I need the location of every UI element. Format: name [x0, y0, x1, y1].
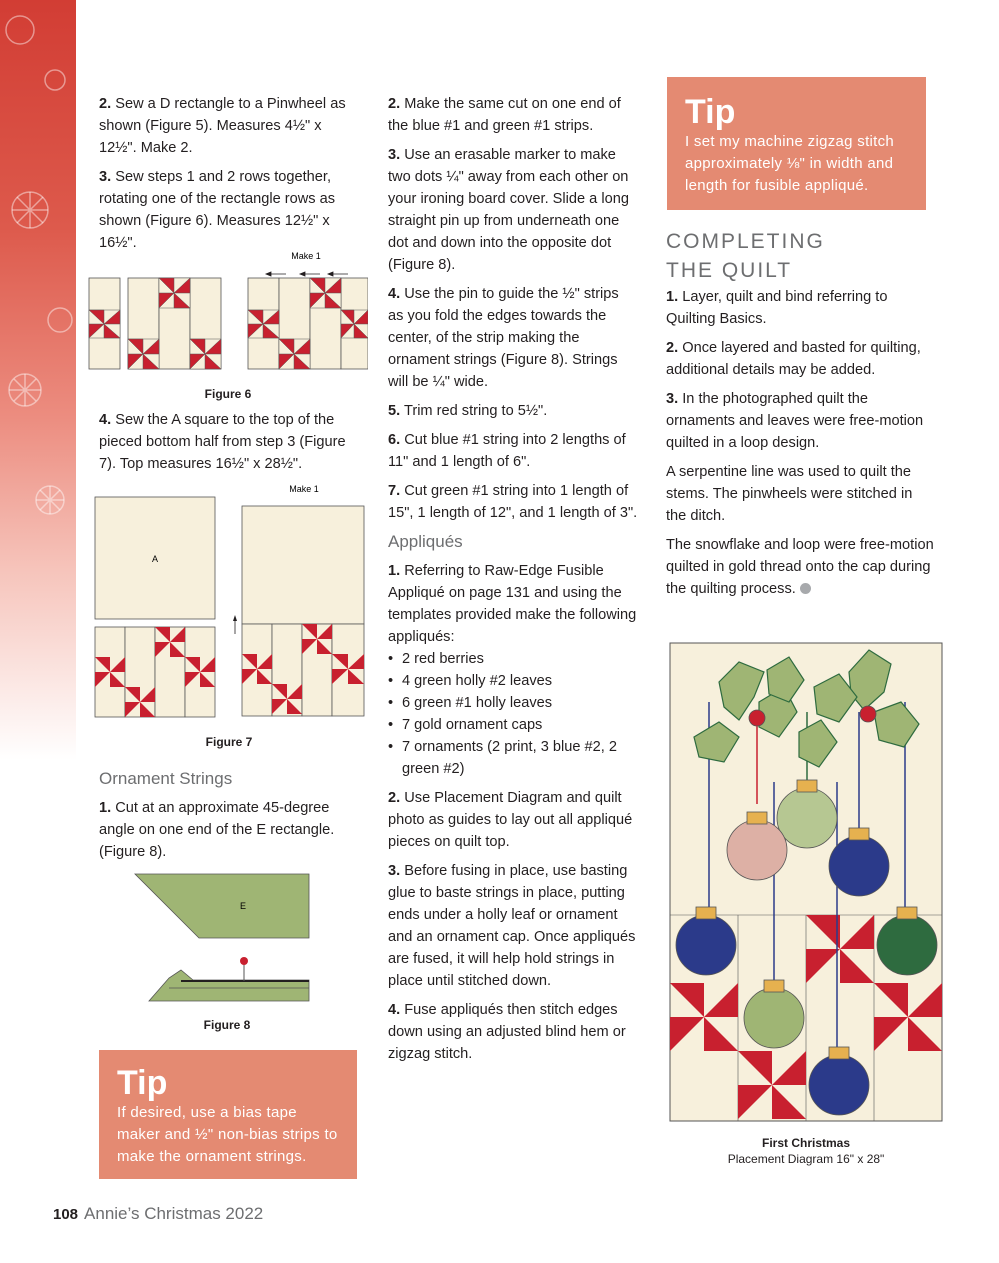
placement-diagram	[669, 642, 944, 1122]
page-footer	[53, 1204, 263, 1224]
col2-step5: 5. Trim red string to 5½".	[388, 403, 548, 419]
col1-step4: 4. Sew the A square to the top of the pieced bottom half from step 3 (Figure 7). Top measures 16½" x 28½".	[99, 412, 346, 472]
appliques-heading: Appliqués	[388, 532, 463, 551]
col2-step7: 7. Cut green #1 string into 1 length of 15", 1 length of 12", and 1 length of 3".	[388, 483, 638, 521]
col3-step2: 2. Once layered and basted for quilting, additional details may be added.	[666, 340, 921, 378]
col1-step2: 2. Sew a D rectangle to a Pinwheel as shown (Figure 5). Measures 4½" x 12½". Make 2.	[99, 96, 346, 156]
tip-box-1	[99, 1050, 357, 1179]
col3-para2: The snowflake and loop were free-motion quilted in gold thread onto the cap during the quilting process.	[666, 537, 934, 597]
col1-step3: 3. Sew steps 1 and 2 rows together, rotating one of the rectangle rows as shown (Figure 6). Measures 12½" x 16½".	[99, 169, 336, 251]
col1-orn-step1: 1. Cut at an approximate 45-degree angle on one end of the E rectangle. (Figure 8).	[99, 800, 335, 860]
col3-para1: A serpentine line was used to quilt the stems. The pinwheels were stitched in the ditch.	[666, 464, 913, 524]
col2-step2: 2. Make the same cut on one end of the blue #1 and green #1 strips.	[388, 96, 621, 134]
col3-step1: 1. Layer, quilt and bind referring to Quilting Basics.	[666, 289, 888, 327]
figure-8-label-e: E	[239, 901, 247, 911]
tip-2-title: Tip	[685, 93, 736, 131]
diagram-subtitle: Placement Diagram 16" x 28"	[727, 1152, 885, 1166]
pin-icon	[240, 957, 248, 965]
figure-6	[88, 250, 368, 380]
tip-2-text: I set my machine zigzag stitch approximately ⅛" in width and length for fusible appliqué.	[685, 133, 895, 194]
figure-7-label-a: A	[151, 554, 159, 564]
figure-7-make-label: Make 1	[289, 484, 319, 494]
figure-8-caption: Figure 8	[203, 1018, 251, 1032]
diagram-title: First Christmas	[761, 1136, 851, 1150]
figure-6-caption: Figure 6	[204, 387, 252, 401]
berry-icon	[860, 706, 876, 722]
column-3	[666, 231, 936, 607]
tip-1-text: If desired, use a bias tape maker and ½" non-bias strips to make the ornament strings.	[117, 1104, 338, 1165]
col3-step3: 3. In the photographed quilt the ornaments and leaves were free-motion quilted in a loop design.	[666, 391, 924, 451]
sidebar-decoration	[0, 0, 76, 760]
tip-box-2	[667, 77, 926, 210]
figure-7-caption: Figure 7	[205, 735, 253, 749]
snowflake-pattern-icon	[0, 0, 76, 760]
col2-step6: 6. Cut blue #1 string into 2 lengths of 11" and 1 length of 6".	[388, 432, 626, 470]
list-item: • 7 gold ornament caps	[388, 714, 638, 736]
col2-app4: 4. Fuse appliqués then stitch edges down using an adjusted blind hem or zigzag stitch.	[388, 1002, 626, 1062]
column-2	[388, 93, 638, 1072]
col2-app3: 3. Before fusing in place, use basting glue to baste strings in place, putting ends under a holly leaf or ornament and an ornament cap. Once appliqués are fused, it will help hold strings in place until stitched down.	[388, 863, 636, 989]
list-item: • 2 red berries	[388, 648, 638, 670]
list-item: • 6 green #1 holly leaves	[388, 692, 638, 714]
page-number: 108	[53, 1206, 79, 1223]
list-item: • 7 ornaments (2 print, 3 blue #2, 2 green #2)	[388, 736, 638, 780]
col2-app1: 1. Referring to Raw-Edge Fusible Appliqué on page 131 and using the templates provided make the following appliqués:	[388, 563, 637, 645]
col2-app2: 2. Use Placement Diagram and quilt photo as guides to lay out all appliqué pieces on quilt top.	[388, 790, 633, 850]
ornament-strings-heading: Ornament Strings	[99, 769, 233, 788]
col2-step4: 4. Use the pin to guide the ½" strips as you fold the edges towards the center, of the strip making the ornament strings (Figure 8). Strings will be ¼" wide.	[388, 286, 619, 390]
list-item: • 4 green holly #2 leaves	[388, 670, 638, 692]
column-1-ornament	[99, 768, 361, 870]
col2-step3: 3. Use an erasable marker to make two dots ¼" away from each other on your ironing board cover. Slide a long straight pin up from underneath one dot and down into the opposite dot (Figure 8).	[388, 147, 629, 273]
tip-1-title: Tip	[117, 1064, 168, 1102]
column-1-step4	[99, 409, 361, 482]
applique-list	[388, 648, 638, 780]
end-mark-icon	[800, 583, 811, 594]
figure-6-make-label: Make 1	[291, 251, 321, 261]
figure-7	[93, 482, 373, 722]
magazine-title: Annie’s Christmas 2022	[84, 1204, 264, 1223]
completing-heading-line1: COMPLETING	[666, 230, 825, 253]
berry-icon	[749, 710, 765, 726]
completing-heading-line2: THE QUILT	[666, 259, 793, 282]
figure-8	[133, 868, 313, 1008]
column-1-top	[99, 93, 354, 261]
